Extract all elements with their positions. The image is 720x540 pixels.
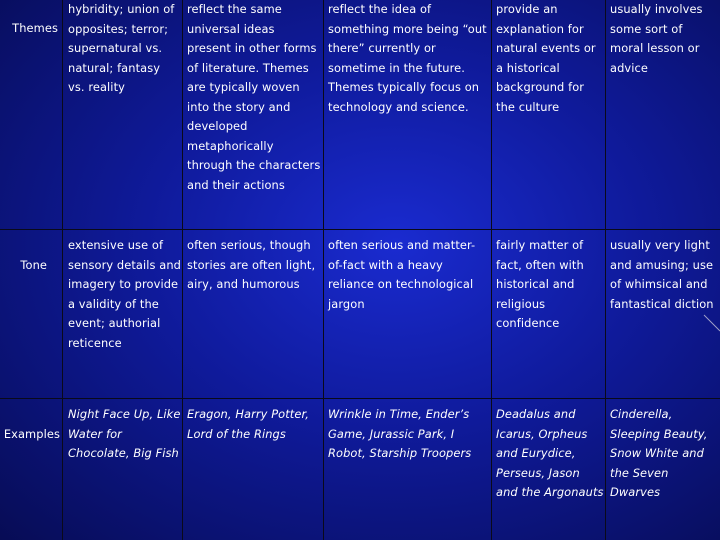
themes-cell-5: usually involves some sort of moral lesson or advice (610, 2, 703, 75)
diagonal-line-decoration (703, 314, 720, 332)
column-divider (182, 0, 183, 540)
themes-cell-3: reflect the idea of something more being “out there” currently or sometime in the future. Themes typically focus on technology and science. (328, 2, 487, 114)
row-label-tone: Tone (20, 258, 47, 272)
examples-cell-1: Night Face Up, Like Water for Chocolate, Big Fish (68, 407, 181, 460)
column-divider (491, 0, 492, 540)
themes-cell-1: hybridity; union of opposites; terror; supernatural vs. natural; fantasy vs. reality (68, 2, 175, 94)
column-divider (62, 0, 63, 540)
tone-cell-1: extensive use of sensory details and imagery to provide a validity of the event; authorial reticence (68, 238, 182, 350)
examples-cell-5: Cinderella, Sleeping Beauty, Snow White and the Seven Dwarves (610, 407, 708, 499)
column-divider (323, 0, 324, 540)
themes-cell-4: provide an explanation for natural events or a historical background for the culture (496, 2, 596, 114)
row-divider (0, 398, 720, 399)
examples-cell-3: Wrinkle in Time, Ender’s Game, Jurassic Park, I Robot, Starship Troopers (328, 407, 472, 460)
examples-cell-2: Eragon, Harry Potter, Lord of the Rings (187, 407, 309, 441)
examples-cell-4: Deadalus and Icarus, Orpheus and Eurydice, Perseus, Jason and the Argonauts (496, 407, 604, 499)
row-label-themes: Themes (12, 21, 58, 35)
tone-cell-4: fairly matter of fact, often with historical and religious confidence (496, 238, 584, 330)
row-divider (0, 229, 720, 230)
themes-cell-2: reflect the same universal ideas present in other forms of literature. Themes are typically woven into the story and developed metaphorically through the characters and their actions (187, 2, 321, 192)
tone-cell-2: often serious, though stories are often light, airy, and humorous (187, 238, 316, 291)
tone-cell-3: often serious and matter-of-fact with a heavy reliance on technological jargon (328, 238, 476, 311)
row-label-examples: Examples (3, 427, 60, 441)
tone-cell-5: usually very light and amusing; use of whimsical and fantastical diction (610, 238, 714, 311)
column-divider (605, 0, 606, 540)
